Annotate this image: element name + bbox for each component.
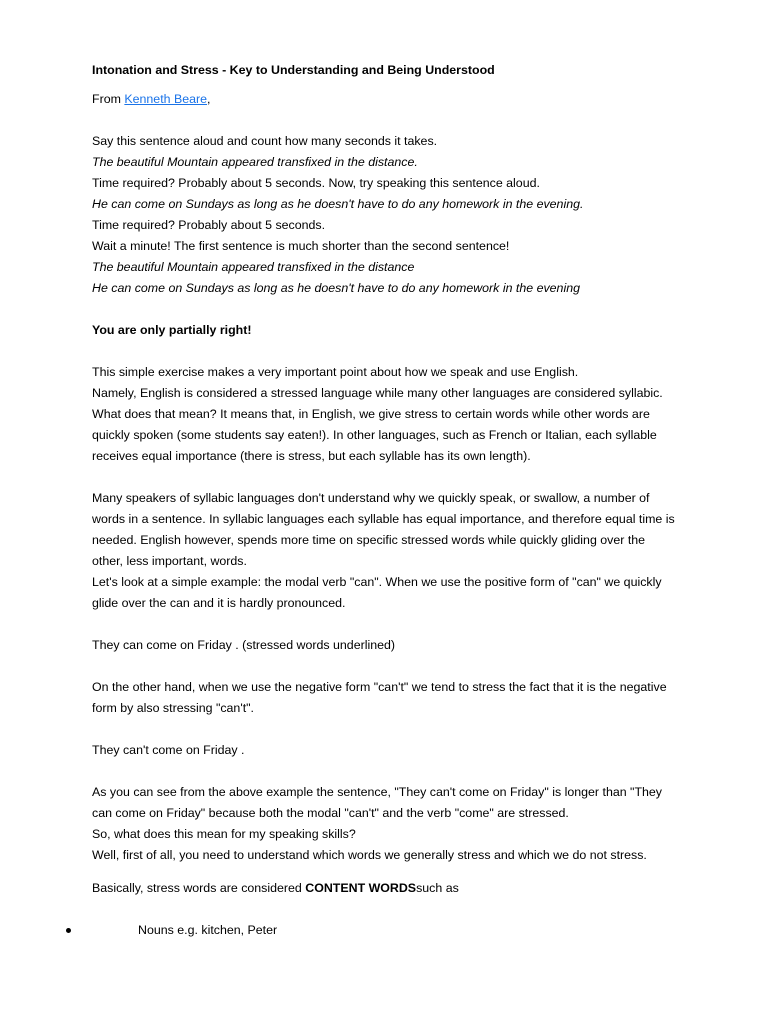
intro-line: Time required? Probably about 5 seconds. Now, try speaking this sentence aloud. bbox=[92, 176, 540, 190]
intro-section bbox=[92, 131, 712, 299]
content-words-bold: CONTENT WORDS bbox=[305, 881, 417, 895]
paragraph-line: glide over the can and it is hardly pronounced. bbox=[92, 596, 346, 610]
paragraph-4 bbox=[92, 782, 712, 866]
spacer bbox=[92, 467, 712, 488]
paragraph-line: Namely, English is considered a stressed language while many other languages are considered syllabic. bbox=[92, 386, 663, 400]
intro-line: Time required? Probably about 5 seconds. bbox=[92, 218, 326, 232]
bullet-list-item bbox=[0, 920, 768, 941]
byline bbox=[92, 89, 712, 110]
paragraph-line: This simple exercise makes a very important point about how we speak and use English. bbox=[92, 365, 579, 379]
paragraph-line: receives equal importance (there is stress, but each syllable has its own length). bbox=[92, 449, 531, 463]
document-body bbox=[92, 60, 712, 899]
spacer bbox=[92, 299, 712, 320]
paragraph-line: So, what does this mean for my speaking skills? bbox=[92, 827, 356, 841]
content-words-line bbox=[92, 878, 712, 899]
bullet-item-text: Nouns e.g. kitchen, Peter bbox=[138, 923, 278, 937]
paragraph-line: As you can see from the above example the sentence, "They can't come on Friday" is longer than "They bbox=[92, 785, 662, 799]
paragraph-line: other, less important, words. bbox=[92, 554, 247, 568]
byline-suffix: , bbox=[207, 92, 211, 106]
spacer bbox=[92, 866, 712, 878]
paragraph-line: quickly spoken (some students say eaten!). In other languages, such as French or Italian, each syllable bbox=[92, 428, 657, 442]
intro-line: He can come on Sundays as long as he doesn't have to do any homework in the evening. bbox=[92, 197, 584, 211]
spacer bbox=[92, 614, 712, 635]
spacer bbox=[92, 719, 712, 740]
spacer bbox=[92, 110, 712, 131]
intro-line: Wait a minute! The first sentence is much shorter than the second sentence! bbox=[92, 239, 510, 253]
paragraph-line: can come on Friday" because both the modal "can't" and the verb "come" are stressed. bbox=[92, 806, 569, 820]
paragraph-line: words in a sentence. In syllabic languages each syllable has equal importance, and therefore equal time is bbox=[92, 512, 675, 526]
intro-line: He can come on Sundays as long as he doesn't have to do any homework in the evening bbox=[92, 281, 580, 295]
bullet-icon bbox=[66, 928, 71, 933]
spacer bbox=[92, 761, 712, 782]
intro-line: The beautiful Mountain appeared transfixed in the distance. bbox=[92, 155, 418, 169]
paragraph-line: Many speakers of syllabic languages don't understand why we quickly speak, or swallow, a number of bbox=[92, 491, 650, 505]
example-sentence-1: They can come on Friday . (stressed words underlined) bbox=[92, 638, 396, 652]
paragraph-line: Let's look at a simple example: the modal verb "can". When we use the positive form of "can" we quickly bbox=[92, 575, 662, 589]
content-words-prefix: Basically, stress words are considered bbox=[92, 881, 306, 895]
author-link[interactable]: Kenneth Beare bbox=[124, 92, 208, 106]
partial-heading: You are only partially right! bbox=[92, 323, 252, 337]
paragraph-1 bbox=[92, 362, 712, 467]
paragraph-line: What does that mean? It means that, in English, we give stress to certain words while other words are bbox=[92, 407, 650, 421]
spacer bbox=[92, 341, 712, 362]
paragraph-3 bbox=[92, 677, 712, 719]
example-sentence-2: They can't come on Friday . bbox=[92, 743, 245, 757]
intro-line: Say this sentence aloud and count how many seconds it takes. bbox=[92, 134, 438, 148]
intro-line: The beautiful Mountain appeared transfixed in the distance bbox=[92, 260, 415, 274]
byline-prefix: From bbox=[92, 92, 125, 106]
document-title: Intonation and Stress - Key to Understanding and Being Understood bbox=[92, 63, 495, 77]
paragraph-line: needed. English however, spends more time on specific stressed words while quickly gliding over the bbox=[92, 533, 646, 547]
paragraph-line: Well, first of all, you need to understand which words we generally stress and which we do not stress. bbox=[92, 848, 647, 862]
paragraph-line: On the other hand, when we use the negative form "can't" we tend to stress the fact that it is the negative bbox=[92, 680, 667, 694]
paragraph-line: form by also stressing "can't". bbox=[92, 701, 254, 715]
spacer bbox=[92, 656, 712, 677]
paragraph-2 bbox=[92, 488, 712, 614]
content-words-suffix: such as bbox=[416, 881, 459, 895]
